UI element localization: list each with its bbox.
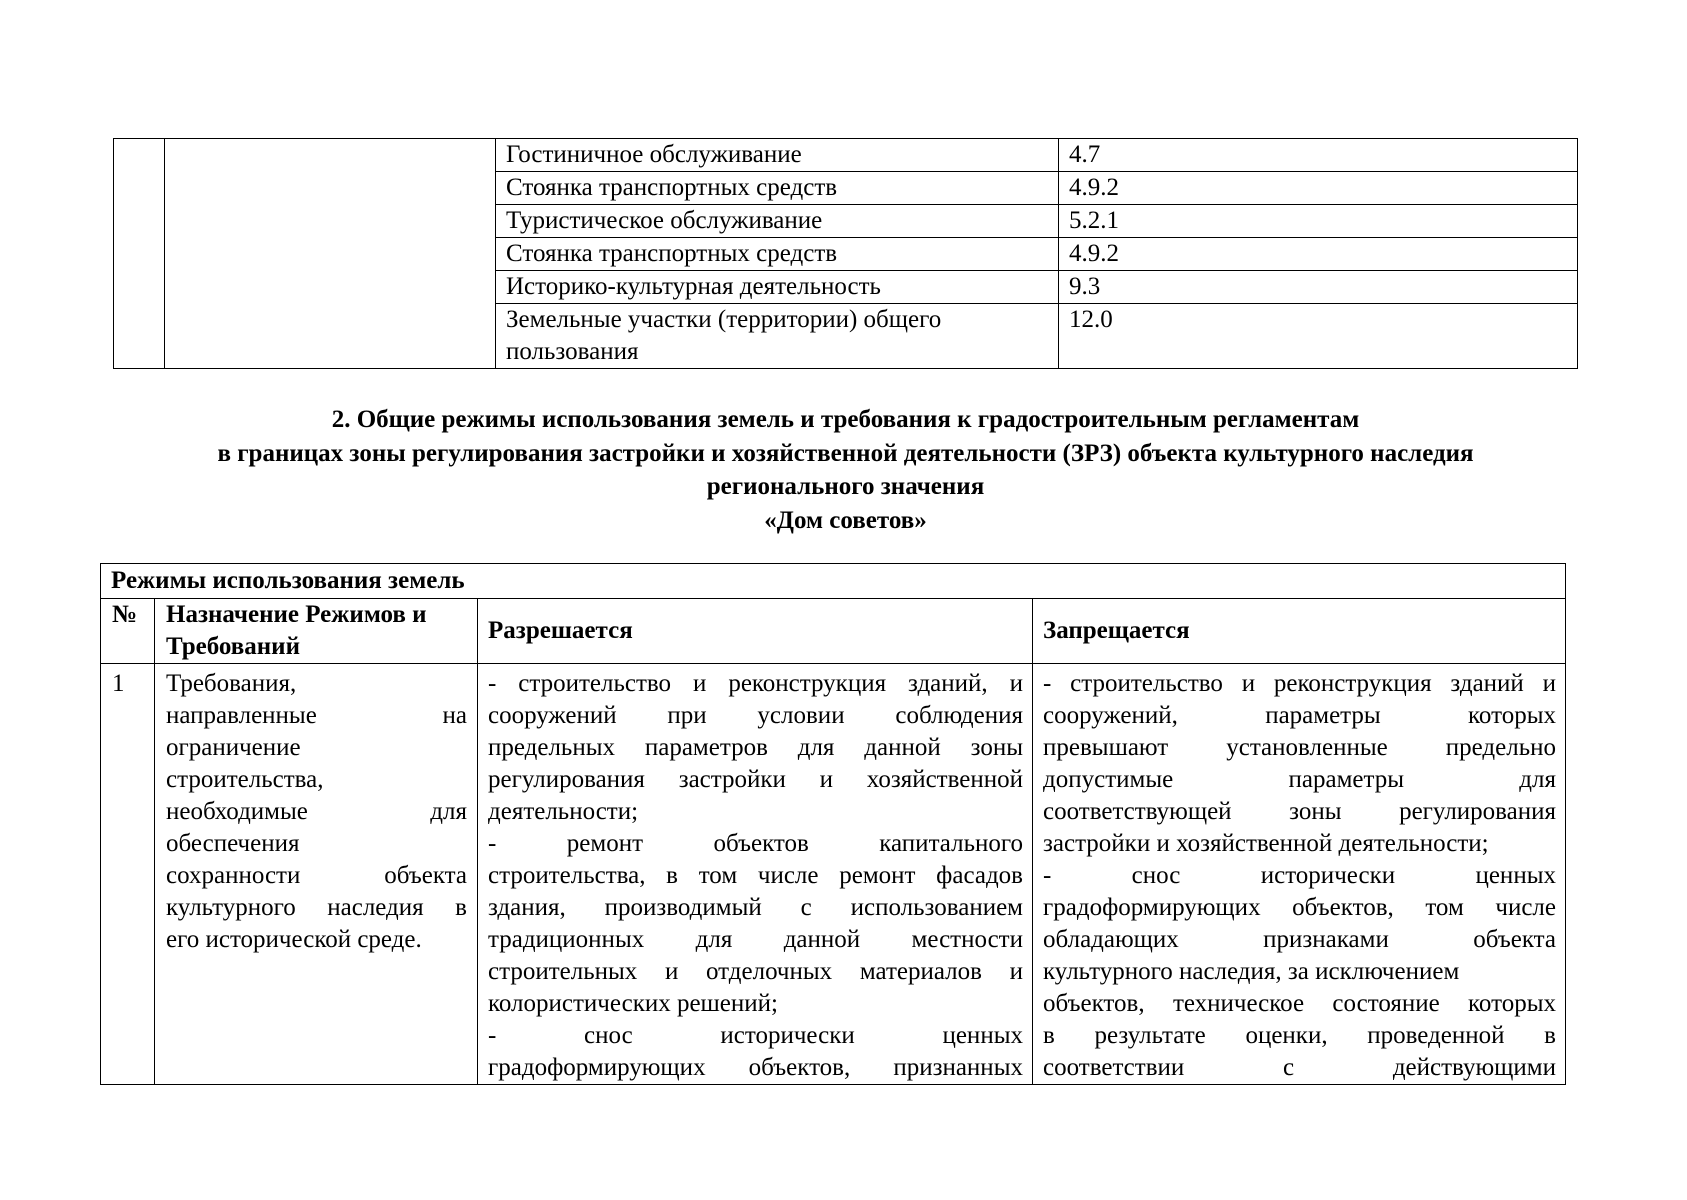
text-line: - снос исторически ценных: [1043, 862, 1556, 889]
text-line: строительства,: [166, 766, 324, 793]
table-title: Режимы использования земель: [101, 564, 1566, 599]
header-forbidden: Запрещается: [1033, 599, 1566, 664]
land-use-table-continued: [113, 138, 1578, 369]
text-line: - строительство и реконструкция зданий, и: [488, 670, 1023, 697]
text-line: необходимые для: [166, 798, 467, 825]
text-line: застройки и хозяйственной деятельности;: [1043, 830, 1489, 857]
use-type-code: 4.9.2: [1059, 238, 1578, 271]
use-type-name: Туристическое обслуживание: [496, 205, 1059, 238]
text-line: сооружений, параметры которых: [1043, 702, 1556, 729]
text-line: градоформирующих объектов, том числе: [1043, 894, 1556, 921]
text-line: объектов, техническое состояние которых: [1043, 990, 1556, 1017]
forbidden-cell: [1033, 664, 1566, 1085]
text-line: культурного наследия, за исключением: [1043, 958, 1460, 985]
text-line: деятельности;: [488, 798, 639, 825]
text-line: - строительство и реконструкция зданий и: [1043, 670, 1556, 697]
text-line: сооружений при условии соблюдения: [488, 702, 1023, 729]
use-type-name: Историко-культурная деятельность: [496, 271, 1059, 304]
text-line: регулирования застройки и хозяйственной: [488, 766, 1023, 793]
text-line: соответствии с действующими: [1043, 1054, 1556, 1081]
text-line: обладающих признаками объекта: [1043, 926, 1556, 953]
text-line: в результате оценки, проведенной в: [1043, 1022, 1556, 1049]
text-line: колористических решений;: [488, 990, 778, 1017]
use-type-code: 12.0: [1059, 304, 1578, 369]
use-type-name: Стоянка транспортных средств: [496, 238, 1059, 271]
header-purpose-line: Требований: [166, 633, 300, 660]
use-type-code: 5.2.1: [1059, 205, 1578, 238]
text-line: - снос исторически ценных: [488, 1022, 1023, 1049]
heading-line: 2. Общие режимы использования земель и требования к градостроительным регламентам: [331, 406, 1360, 433]
use-type-name-line: пользования: [506, 338, 639, 365]
header-number: №: [101, 599, 155, 664]
text-line: соответствующей зоны регулирования: [1043, 798, 1556, 825]
heading-line: «Дом советов»: [764, 506, 927, 534]
use-type-name: Стоянка транспортных средств: [496, 172, 1059, 205]
regimes-table: [100, 563, 1566, 1085]
text-line: строительных и отделочных материалов и: [488, 958, 1023, 985]
use-type-code: 4.7: [1059, 139, 1578, 172]
use-type-name: [496, 304, 1059, 369]
empty-cell: [114, 139, 165, 369]
text-line: Требования,: [166, 670, 297, 697]
empty-cell: [165, 139, 496, 369]
text-line: его исторической среде.: [166, 926, 422, 953]
table-title-row: [101, 564, 1566, 599]
heading-line: регионального значения: [706, 473, 985, 500]
text-line: культурного наследия в: [166, 894, 467, 921]
text-line: ограничение: [166, 734, 301, 761]
forbidden-text: [1043, 668, 1556, 1084]
text-line: градоформирующих объектов, признанных: [488, 1054, 1023, 1081]
table-header-row: [101, 599, 1566, 664]
heading-line: в границах зоны регулирования застройки и хозяйственной деятельности (ЗРЗ) объекта культурного наследия: [217, 439, 1474, 467]
use-type-name-line: Земельные участки (территории) общего: [506, 306, 942, 333]
text-line: допустимые параметры для: [1043, 766, 1556, 793]
text-line: традиционных для данной местности: [488, 926, 1023, 953]
use-type-code: 9.3: [1059, 271, 1578, 304]
text-line: обеспечения: [166, 830, 300, 857]
allowed-cell: [478, 664, 1033, 1085]
purpose-text: [166, 668, 467, 956]
table-row: [101, 664, 1566, 1085]
text-line: сохранности объекта: [166, 862, 467, 889]
text-line: превышают установленные предельно: [1043, 734, 1556, 761]
purpose-cell: [155, 664, 478, 1085]
table-row: [114, 139, 1578, 172]
section-heading: [113, 403, 1578, 537]
text-line: строительства, в том числе ремонт фасадов: [488, 862, 1023, 889]
header-purpose: [155, 599, 478, 664]
text-line: здания, производимый с использованием: [488, 894, 1023, 921]
header-allowed: Разрешается: [478, 599, 1033, 664]
allowed-text: [488, 668, 1023, 1084]
use-type-code: 4.9.2: [1059, 172, 1578, 205]
text-line: направленные на: [166, 702, 467, 729]
text-line: предельных параметров для данной зоны: [488, 734, 1023, 761]
row-number: 1: [101, 664, 155, 1085]
text-line: - ремонт объектов капитального: [488, 830, 1023, 857]
header-purpose-line: Назначение Режимов и: [166, 601, 427, 628]
use-type-name: Гостиничное обслуживание: [496, 139, 1059, 172]
